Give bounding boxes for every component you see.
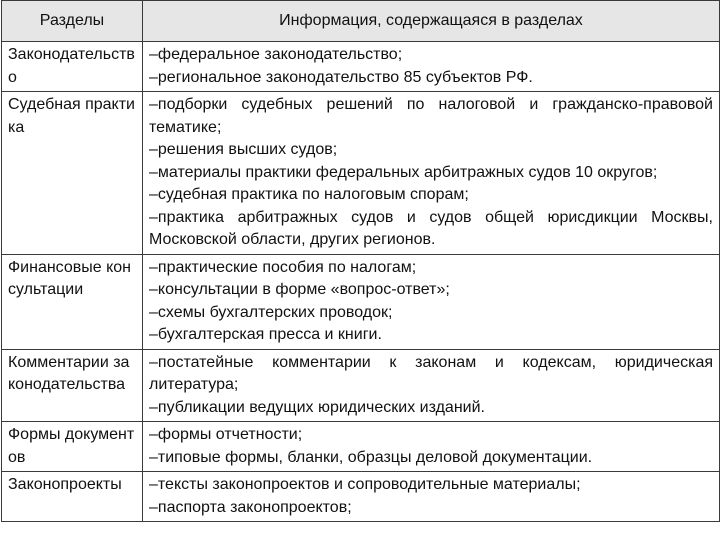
info-item: –формы отчетности; <box>149 426 303 443</box>
info-item: –судебная практика по налоговым спорам; <box>149 186 469 203</box>
section-name-cell: Законопроекты <box>2 472 143 522</box>
table-body <box>2 42 720 522</box>
info-item: –решения высших судов; <box>149 141 338 158</box>
info-item: –практика арбитражных судов и судов общей юрисдикции Москвы, Московской области, других регионов. <box>149 208 713 248</box>
table-row <box>2 42 720 92</box>
sections-table <box>1 0 720 522</box>
section-name-cell: Комментарии законодательства <box>2 349 143 422</box>
section-info-cell <box>143 42 720 92</box>
info-item: –тексты законопроектов и сопроводительные материалы; <box>149 476 581 493</box>
table-row <box>2 92 720 255</box>
section-info-cell <box>143 472 720 522</box>
info-item: –схемы бухгалтерских проводок; <box>149 303 393 321</box>
info-item: –подборки судебных решений по налоговой и гражданско-правовой тематике; <box>149 96 713 136</box>
info-item: –материалы практики федеральных арбитражных судов 10 округов; <box>149 163 658 181</box>
info-item: –типовые формы, бланки, образцы деловой документации. <box>149 448 593 466</box>
section-name-cell: Формы документов <box>2 422 143 472</box>
table-row <box>2 349 720 422</box>
section-info-cell <box>143 92 720 255</box>
info-item: –региональное законодательство 85 субъектов РФ. <box>149 68 533 86</box>
section-name-cell: Финансовые консультации <box>2 254 143 349</box>
section-name-cell: Законодательство <box>2 42 143 92</box>
table-row <box>2 472 720 522</box>
header-sections: Разделы <box>2 1 143 42</box>
info-item: –консультации в форме «вопрос-ответ»; <box>149 281 450 298</box>
info-item: –федеральное законодательство; <box>149 46 403 63</box>
section-name-cell: Судебная практика <box>2 92 143 255</box>
info-item: –бухгалтерская пресса и книги. <box>149 326 382 343</box>
section-info-cell <box>143 349 720 422</box>
info-item: –паспорта законопроектов; <box>149 498 352 516</box>
section-info-cell <box>143 254 720 349</box>
table-row <box>2 254 720 349</box>
info-item: –постатейные комментарии к законам и кодексам, юридическая литература; <box>149 353 713 393</box>
info-item: –практические пособия по налогам; <box>149 258 417 276</box>
info-item: –публикации ведущих юридических изданий. <box>149 398 485 416</box>
table-row <box>2 422 720 472</box>
table-header-row <box>2 1 720 42</box>
header-information: Информация, содержащаяся в разделах <box>143 1 720 42</box>
section-info-cell <box>143 422 720 472</box>
